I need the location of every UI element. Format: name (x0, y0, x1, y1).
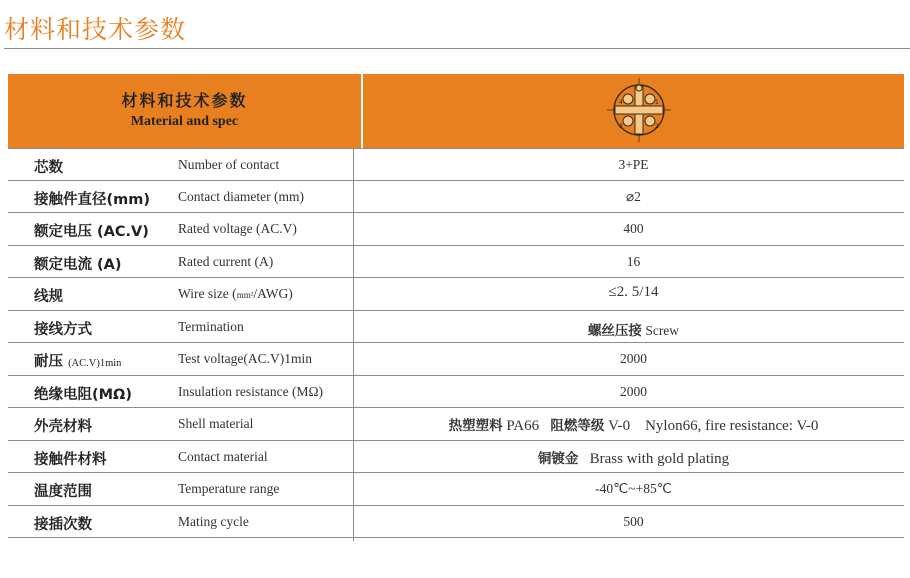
row-label-en (178, 286, 293, 302)
row-value: 3+PE (618, 157, 649, 172)
value-cn: 铜镀金 (537, 450, 579, 467)
wire-size-label: Wire size ( (178, 286, 237, 301)
pin-label-4: 4 (619, 99, 623, 106)
row-value: 500 (623, 513, 644, 529)
table-row (8, 246, 904, 279)
row-label-cn: 线规 (34, 289, 63, 305)
row-label-cn: 温度范围 (34, 484, 92, 500)
row-label-cn: 绝缘电阻(MΩ) (34, 386, 133, 403)
row-label-cn: 接触件直径(mm) (34, 191, 150, 208)
pin-label-2: 2 (655, 123, 659, 130)
value-cn-1: 热塑塑料 (448, 418, 503, 434)
row-value (363, 447, 904, 468)
table-row (8, 213, 904, 246)
wire-size-tail: /AWG) (253, 286, 293, 301)
row-label-cn: 接线方式 (34, 321, 92, 338)
row-label-en: Temperature range (178, 481, 280, 496)
title-divider (4, 48, 910, 49)
row-label-cn-main: 耐压 (34, 354, 63, 370)
value-en-1: PA66 (506, 418, 540, 434)
row-value: 2000 (620, 383, 647, 399)
value-en: Brass with gold plating (589, 450, 730, 467)
header-diagram-cell (363, 74, 904, 148)
table-row (8, 376, 904, 409)
row-label-en: Rated voltage (AC.V) (178, 221, 297, 236)
header-label-cell (8, 74, 361, 148)
row-value (363, 414, 904, 435)
row-value: 400 (623, 221, 644, 236)
row-value: 2000 (620, 351, 647, 366)
value-en-2: V-0 (608, 418, 631, 434)
row-label-en: Termination (178, 318, 244, 334)
table-row (8, 473, 904, 506)
row-label-en: Contact material (178, 448, 268, 464)
value-en-3: Nylon66, fire resistance: V-0 (645, 418, 819, 434)
table-row (8, 148, 904, 181)
table-row (8, 311, 904, 344)
pin-label-3: 3 (619, 123, 623, 130)
row-value: -40℃~+85℃ (595, 481, 672, 496)
row-label-cn: 接插次数 (34, 516, 92, 533)
table-row (8, 181, 904, 214)
value-en: Screw (645, 322, 680, 338)
table-row (8, 441, 904, 474)
table-header (8, 74, 904, 148)
page-title: 材料和技术参数 (4, 15, 187, 44)
spec-table (8, 148, 904, 538)
table-row (8, 506, 904, 539)
header-label-en: Material and spec (130, 114, 239, 129)
row-label-cn (34, 350, 121, 371)
row-label-cn: 额定电流 (A) (34, 256, 122, 273)
row-label-en: Number of contact (178, 157, 280, 172)
value-cn-2: 阻燃等级 (550, 418, 605, 434)
row-label-cn: 芯数 (34, 160, 63, 176)
row-value: ≤2. 5/14 (608, 284, 659, 300)
wire-size-unit: mm² (236, 290, 254, 300)
row-label-en: Shell material (178, 416, 254, 431)
row-label-cn: 外壳材料 (34, 419, 92, 435)
table-row (8, 343, 904, 376)
connector-pinout-icon (607, 78, 671, 142)
header-label-cn: 材料和技术参数 (121, 91, 248, 110)
pin-label-1: 1 (655, 99, 659, 106)
row-label-cn-note: (AC.V)1min (68, 358, 122, 369)
row-value: 16 (626, 253, 641, 269)
row-value: ⌀2 (626, 188, 641, 204)
row-label-en: Contact diameter (mm) (178, 188, 304, 204)
row-label-en: Test voltage(AC.V)1min (178, 351, 313, 366)
table-row (8, 408, 904, 441)
row-label-en: Mating cycle (178, 513, 249, 529)
row-label-en: Rated current (A) (178, 253, 274, 269)
table-row (8, 278, 904, 311)
row-label-cn: 额定电压 (AC.V) (34, 224, 149, 240)
value-cn: 螺丝压接 (587, 322, 642, 339)
row-value (363, 319, 904, 339)
row-label-cn: 接触件材料 (34, 451, 107, 468)
row-label-en: Insulation resistance (MΩ) (178, 383, 323, 399)
